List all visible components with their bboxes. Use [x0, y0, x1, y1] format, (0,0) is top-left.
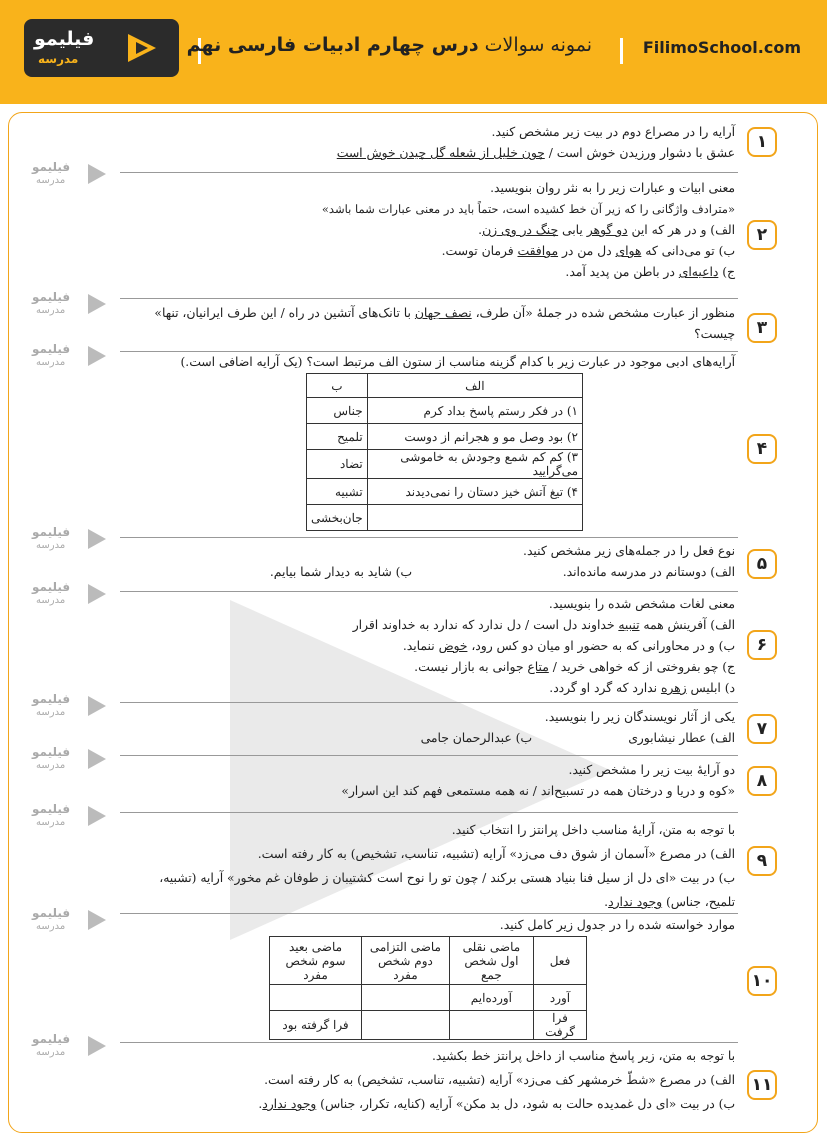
question-item: [122, 615, 735, 636]
underlined-text: داعیه‌ای: [678, 265, 719, 279]
question-number: ۲: [747, 220, 777, 250]
question-text: [122, 303, 735, 345]
side-watermark: [32, 692, 112, 724]
underlined-text: تنبیه: [618, 618, 640, 632]
question-text: موارد خواسته شده را در جدول زیر کامل کنید.: [499, 918, 735, 932]
logo-subtext: مدرسه: [38, 52, 79, 66]
separator: [120, 591, 738, 592]
question-text: معنی لغات مشخص شده را بنویسید.: [548, 597, 735, 611]
question-1: [122, 122, 735, 164]
header-text: سوم شخص مفرد: [285, 953, 346, 982]
watermark-icon: [86, 292, 108, 316]
header-text: ماضی التزامی: [369, 939, 441, 954]
question-part: منظور از عبارت مشخص شده در جملهٔ «آن طرف،: [471, 306, 735, 320]
question-text: یکی از آثار نویسندگان زیر را بنویسید.: [544, 710, 735, 724]
table-cell: جان‌بخشی: [307, 505, 368, 531]
item-text: دل من در: [558, 244, 616, 258]
watermark-subtext: مدرسه: [36, 540, 66, 551]
underlined-text: متاع: [527, 660, 549, 674]
question-item: ب) در بیت «ای دل از سیل فنا بنیاد هستی برکند / چون تو را نوح است کشتیبان ز طوفان غم مخور» آرایه (تشبیه،: [159, 871, 735, 885]
question-item: [122, 657, 735, 678]
item-text: یابی: [558, 223, 587, 237]
table-header: الف: [367, 374, 582, 398]
watermark-text: فیلیمو: [32, 802, 71, 816]
side-watermark: [32, 1032, 112, 1064]
header-text: دوم شخص مفرد: [377, 953, 433, 982]
item-text: ب) عبدالرحمان جامی: [420, 731, 532, 745]
watermark-icon: [86, 162, 108, 186]
item-text: الف) آفرینش همه: [639, 618, 735, 632]
site-url[interactable]: FilimoSchool.com: [642, 38, 801, 57]
watermark-text: فیلیمو: [32, 1032, 71, 1046]
underlined-text: چون خلیل از شعله گل چیدن خوش است: [336, 146, 545, 160]
underlined-text: چنگ در وی زن: [482, 223, 559, 237]
watermark-icon: [86, 694, 108, 718]
question-4: [122, 352, 735, 373]
watermark-subtext: مدرسه: [36, 595, 66, 606]
side-watermark: [32, 290, 112, 322]
question-item: الف) در مصرع «شطّ خرمشهر کف می‌زد» آرایه (تشبیه، تناسب، تشخیص) به کار رفته است.: [264, 1073, 735, 1087]
header-text: ماضی نقلی: [462, 939, 521, 954]
question-number: ۹: [747, 846, 777, 876]
question-5: [122, 541, 735, 583]
question-number: ۱۱: [747, 1070, 777, 1100]
question-number: ۴: [747, 434, 777, 464]
table-cell: آورد: [534, 985, 587, 1011]
item-text: .: [258, 1097, 263, 1111]
question-text: نوع فعل را در جمله‌های زیر مشخص کنید.: [523, 544, 735, 558]
table-row: [270, 985, 587, 1011]
watermark-subtext: مدرسه: [36, 707, 66, 718]
watermark-icon: [86, 344, 108, 368]
table-cell: فرا گرفته بود: [270, 1011, 362, 1040]
header-text: فعل: [549, 953, 571, 968]
watermark-icon: [86, 1034, 108, 1058]
table-cell: ۲) بود وصل مو و هجرانم از دوست: [367, 424, 582, 450]
item-text: فرمان توست.: [441, 244, 518, 258]
table-cell: [449, 1011, 533, 1040]
table-cell: فرا گرفت: [534, 1011, 587, 1040]
separator: [120, 812, 738, 813]
verse: «کوه و دریا و درختان همه در تسبیح‌اند / نه همه مستمعی فهم کند این اسرار»: [341, 784, 735, 798]
underlined-text: وجود ندارد: [262, 1097, 317, 1111]
question-text: با توجه به متن، آرایهٔ مناسب داخل پرانتز را انتخاب کنید.: [451, 823, 735, 837]
table-header: ب: [307, 374, 368, 398]
underlined-text: موافقت: [517, 244, 559, 258]
watermark-text: فیلیمو: [32, 692, 71, 706]
question-item: [122, 241, 735, 262]
filimo-school-logo[interactable]: [24, 19, 179, 77]
item-text: ب) شاید به دیدار شما بیایم.: [269, 565, 412, 579]
watermark-icon: [86, 747, 108, 771]
play-logo-icon: [122, 28, 162, 68]
watermark-subtext: مدرسه: [36, 1047, 66, 1058]
question-9-item-b: [122, 866, 735, 914]
item-text: ج) چو بفروختی از که خواهی خرید /: [548, 660, 735, 674]
side-watermark: [32, 525, 112, 557]
table-cell: [270, 985, 362, 1011]
verse-part: عشق با دشوار ورزیدن خوش است /: [544, 146, 735, 160]
question-8: [122, 760, 735, 802]
watermark-text: فیلیمو: [32, 525, 71, 539]
item-text: ج): [718, 265, 735, 279]
question-item: [122, 728, 735, 749]
item-text: ب) در بیت «ای دل غمدیده حالت به شود، دل بد مکن» آرایه (کنایه، تکرار، جناس): [316, 1097, 735, 1111]
table-header: [362, 937, 450, 985]
question-item: [122, 890, 735, 914]
item-text: ننماید.: [402, 639, 439, 653]
separator: [120, 298, 738, 299]
page-title: [187, 34, 592, 56]
table-cell: جناس: [307, 398, 368, 424]
separator: [120, 755, 738, 756]
question-item: [122, 1092, 735, 1116]
item-text: جوانی به بازار نیست.: [414, 660, 528, 674]
question-item: [122, 562, 735, 583]
header-divider: [620, 38, 623, 64]
item-text: الف) عطار نیشابوری: [628, 731, 735, 745]
table-cell: آورده‌ایم: [449, 985, 533, 1011]
item-text: د) ابلیس: [686, 681, 735, 695]
separator: [120, 913, 738, 914]
table-row: [270, 1011, 587, 1040]
separator: [120, 702, 738, 703]
title-prefix: نمونه سوالات: [478, 34, 592, 56]
item-text: خداوند دل است / دل ندارد که ندارد به خداوند اقرار: [352, 618, 619, 632]
watermark-text: فیلیمو: [32, 906, 71, 920]
underlined-text: هوای: [615, 244, 642, 258]
verse: [122, 143, 735, 164]
question-9: [122, 818, 735, 866]
side-watermark: [32, 745, 112, 777]
question-text: دو آرایهٔ بیت زیر را مشخص کنید.: [568, 763, 735, 777]
watermark-text: فیلیمو: [32, 342, 71, 356]
separator: [120, 1042, 738, 1043]
table-cell: ۴) تیغ آتش خیز دستان را نمی‌دیدند: [367, 479, 582, 505]
question-text: معنی ابیات و عبارات زیر را به نثر روان بنویسید.: [490, 181, 735, 195]
header-text: ماضی بعید: [288, 939, 343, 954]
question-part: با تانک‌های آتشین در راه / این طرف ایرانیان، تنها» چیست؟: [154, 306, 735, 341]
table-cell: ۱) در فکر رستم پاسخ بداد کرم: [367, 398, 582, 424]
question-text: با توجه به متن، زیر پاسخ مناسب از داخل پرانتز خط بکشید.: [432, 1049, 735, 1063]
table-row: [307, 450, 583, 479]
table-cell: [362, 985, 450, 1011]
question-text: آرایه‌های ادبی موجود در عبارت زیر با کدام گزینه مناسب از ستون الف مرتبط است؟ (یک آرایه اضافی است.): [180, 355, 735, 369]
question-3: [122, 303, 735, 345]
header-bar: [0, 0, 827, 104]
question-number: ۵: [747, 549, 777, 579]
item-text: الف) و در هر که این: [627, 223, 735, 237]
side-watermark: [32, 580, 112, 612]
question-number: ۱: [747, 127, 777, 157]
matching-table: [306, 373, 583, 531]
question-number: ۳: [747, 313, 777, 343]
table-cell: تضاد: [307, 450, 368, 479]
item-text: الف) دوستانم در مدرسه مانده‌اند.: [562, 565, 735, 579]
table-row: [307, 424, 583, 450]
header-text: اول شخص جمع: [464, 953, 519, 982]
item-text: ب) تو می‌دانی که: [641, 244, 735, 258]
table-header: [449, 937, 533, 985]
question-10: [122, 915, 735, 936]
underlined-text: نصف جهان: [414, 306, 472, 320]
watermark-text: فیلیمو: [32, 745, 71, 759]
watermark-text: فیلیمو: [32, 580, 71, 594]
table-cell: تلمیح: [307, 424, 368, 450]
side-watermark: [32, 342, 112, 374]
table-cell: تشبیه: [307, 479, 368, 505]
question-text: آرایه را در مصراع دوم در بیت زیر مشخص کنید.: [491, 125, 735, 139]
watermark-icon: [86, 582, 108, 606]
question-item: [122, 678, 735, 699]
title-main: درس چهارم ادبیات فارسی نهم: [186, 34, 479, 56]
question-number: ۶: [747, 630, 777, 660]
watermark-icon: [86, 804, 108, 828]
table-cell: [367, 505, 582, 531]
watermark-icon: [86, 527, 108, 551]
side-watermark: [32, 802, 112, 834]
logo-text: فیلیمو: [34, 28, 95, 50]
separator: [120, 172, 738, 173]
watermark-icon: [86, 908, 108, 932]
watermark-subtext: مدرسه: [36, 305, 66, 316]
question-number: ۱۰: [747, 966, 777, 996]
underlined-text: وجود ندارد: [608, 895, 663, 909]
underlined-text: زهره: [660, 681, 687, 695]
item-text: در باطن من پدید آمد.: [565, 265, 679, 279]
watermark-subtext: مدرسه: [36, 921, 66, 932]
side-watermark: [32, 906, 112, 938]
question-7: [122, 707, 735, 749]
item-text: ب) و در محاورانی که به حضور او میان دو کس رود،: [467, 639, 735, 653]
question-11: [122, 1044, 735, 1116]
question-item: [122, 262, 735, 283]
question-item: [122, 636, 735, 657]
question-item: الف) در مصرع «آسمان از شوق دف می‌زد» آرایه (تشبیه، تناسب، تشخیص) به کار رفته است.: [257, 847, 735, 861]
separator: [120, 537, 738, 538]
table-row: [307, 398, 583, 424]
watermark-subtext: مدرسه: [36, 175, 66, 186]
table-header: [270, 937, 362, 985]
item-text: .: [478, 223, 483, 237]
question-2: [122, 178, 735, 283]
watermark-subtext: مدرسه: [36, 817, 66, 828]
watermark-subtext: مدرسه: [36, 357, 66, 368]
table-cell: ۳) کم کم شمع وجودش به خاموشی می‌گرایید: [367, 450, 582, 479]
question-number: ۸: [747, 766, 777, 796]
question-item: [122, 220, 735, 241]
table-cell: [362, 1011, 450, 1040]
item-text: ندارد که گرد او گردد.: [549, 681, 661, 695]
watermark-text: فیلیمو: [32, 290, 71, 304]
side-watermark: [32, 160, 112, 192]
table-row: [307, 505, 583, 531]
item-text: .: [604, 895, 609, 909]
question-6: [122, 594, 735, 699]
table-row: [307, 479, 583, 505]
table-header: [534, 937, 587, 985]
question-number: ۷: [747, 714, 777, 744]
watermark-subtext: مدرسه: [36, 760, 66, 771]
watermark-text: فیلیمو: [32, 160, 71, 174]
item-text: تلمیح، جناس): [662, 895, 735, 909]
underlined-text: دو گوهر: [586, 223, 628, 237]
underlined-text: خوض: [438, 639, 468, 653]
verb-table: [269, 936, 587, 1040]
question-note: «مترادف واژگانی را که زیر آن خط کشیده است، حتماً باید در معنی عبارات شما باشد»: [321, 202, 735, 216]
